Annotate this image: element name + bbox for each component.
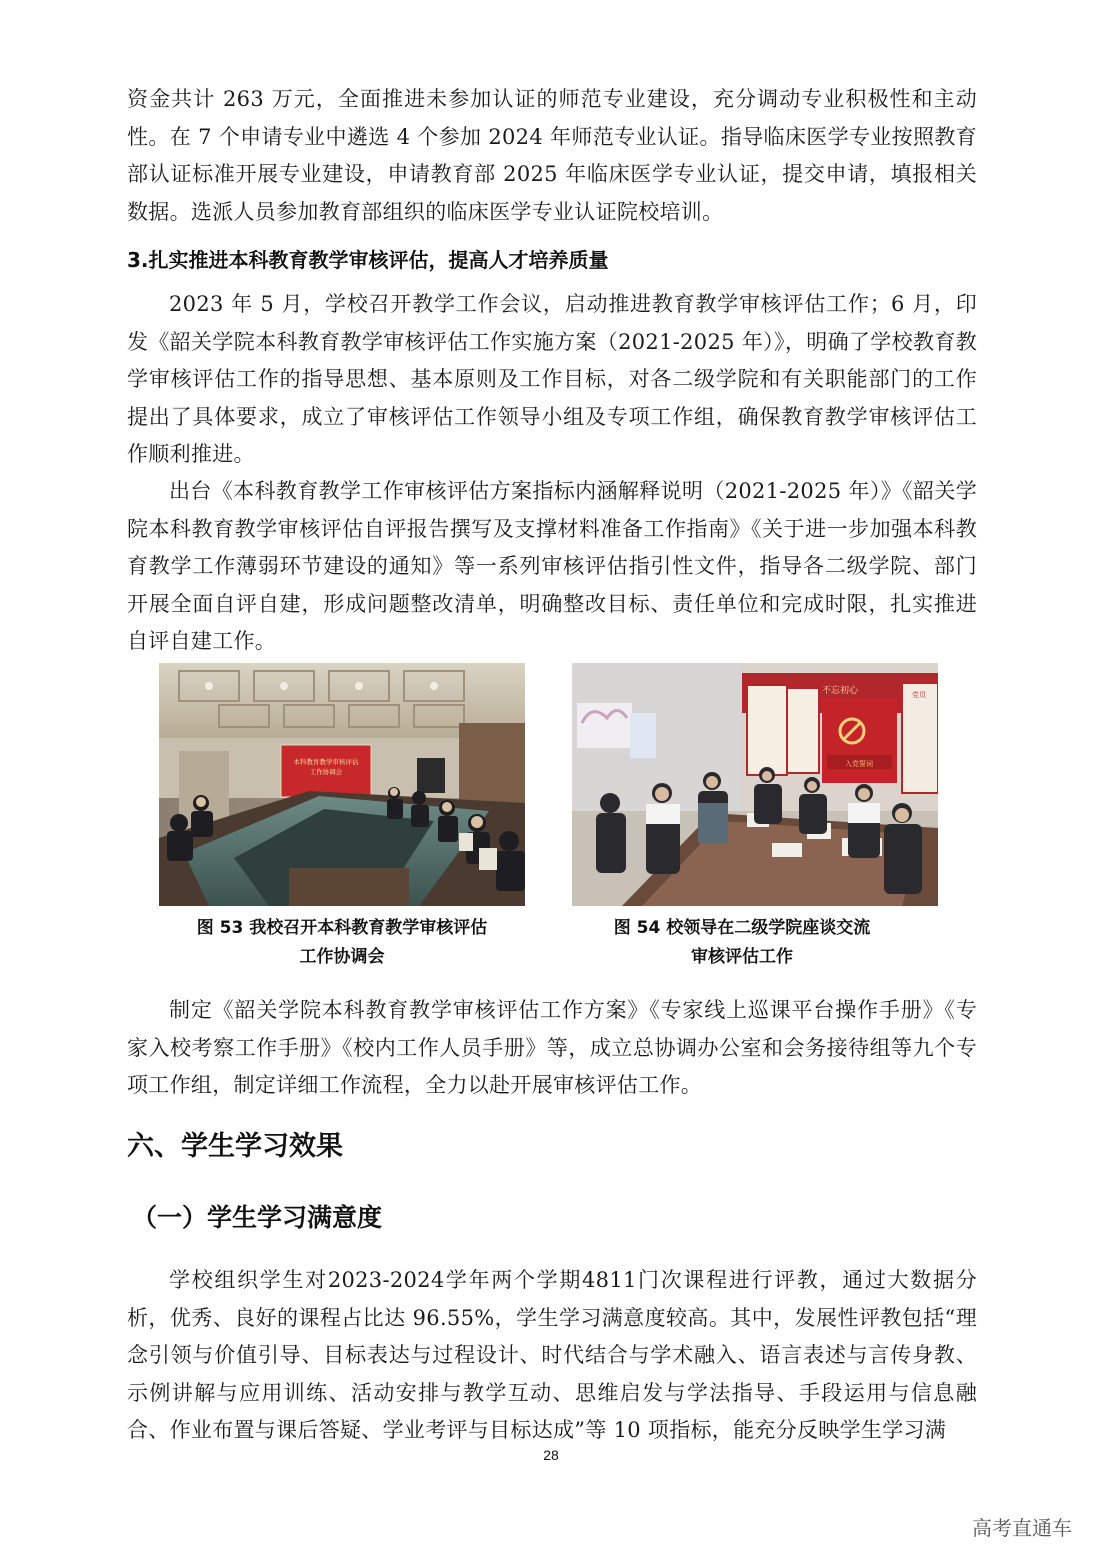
figure-53-caption-line1: 图 53 我校召开本科教育教学审核评估 [196,918,488,938]
section-heading-student-outcomes: 六、学生学习效果 [127,1131,343,1162]
figure-53-caption-line2: 工作协调会 [299,947,385,967]
paragraph-guidance-docs: 出台《本科教育教学工作审核评估方案指标内涵解释说明（2021-2025 年）》《韶关学院本科教育教学审核评估自评报告撰写及支撑材料准备工作指南》《关于进一步加强本科教育教学工作薄弱环节建设的通知》等一系列审核评估指引性文件，指导各二级学院、部门开展全面自评自建，形成问题整改清单，明确整改目标、责任单位和完成时限，扎实推进自评自建工作。 [127,479,977,653]
paragraph-satisfaction: 学校组织学生对2023-2024学年两个学期4811门次课程进行评教，通过大数据分析，优秀、良好的课程占比达 96.55%，学生学习满意度较高。其中，发展性评教包括“理念引领与价值引导、目标表达与过程设计、时代结合与学术融入、语言表述与言传身教、示例讲解与应用训练、活动安排与教学互动、思维启发与学法指导、手段运用与信息融合、作业布置与课后答疑、学业考评与目标达成”等 10 项指标，能充分反映学生学习满 [127,1268,977,1442]
paragraph-audit-launch: 2023 年 5 月，学校召开教学工作会议，启动推进教育教学审核评估工作；6 月，印发《韶关学院本科教育教学审核评估工作实施方案（2021-2025 年）》，明确了学校教育教学审核评估工作的指导思想、基本原则及工作目标，对各二级学院和有关职能部门的工作提出了具体要求，成立了审核评估工作领导小组及专项工作组，确保教育教学审核评估工作顺利推进。 [127,292,977,466]
figure-54-caption-line2: 审核评估工作 [691,947,793,967]
oath-board-text: 入党誓词 [845,760,873,768]
paragraph-work-plan: 制定《韶关学院本科教育教学审核评估工作方案》《专家线上巡课平台操作手册》《专家入校考察工作手册》《校内工作人员手册》等，成立总协调办公室和会务接待组等九个专项工作组，制定详细工作流程，全力以赴开展审核评估工作。 [127,998,977,1097]
banner-text: 不忘初心 [822,686,859,696]
paragraph-funding: 资金共计 263 万元，全面推进未参加认证的师范专业建设，充分调动专业积极性和主动性。在 7 个申请专业中遴选 4 个参加 2024 年师范专业认证。指导临床医学专业按照教育部认证标准开展专业建设，申请教育部 2025 年临床医学专业认证，提交申请，填报相关数据。选派人员参加教育部组织的临床医学专业认证院校培训。 [127,87,977,224]
figure-54-photo [572,663,938,906]
page-number: 28 [543,1447,559,1463]
figure-53-photo [159,663,525,906]
figure-54-caption [572,914,912,972]
watermark-text: 高考直通车 [972,1516,1072,1540]
heading-audit-evaluation: 3.扎实推进本科教育教学审核评估，提高人才培养质量 [127,248,609,272]
screen-subtitle-text: 工作协调会 [309,768,343,776]
figure-53-caption [159,914,525,972]
discussion-room-image [572,663,938,906]
screen-title-text: 本科教育教学审核评估 [293,758,359,766]
figure-54-caption-line1: 图 54 校领导在二级学院座谈交流 [613,918,871,938]
meeting-room-image [159,663,525,906]
subsection-heading-satisfaction: （一）学生学习满意度 [132,1203,383,1232]
side-panel-text: 党员 [912,691,926,699]
